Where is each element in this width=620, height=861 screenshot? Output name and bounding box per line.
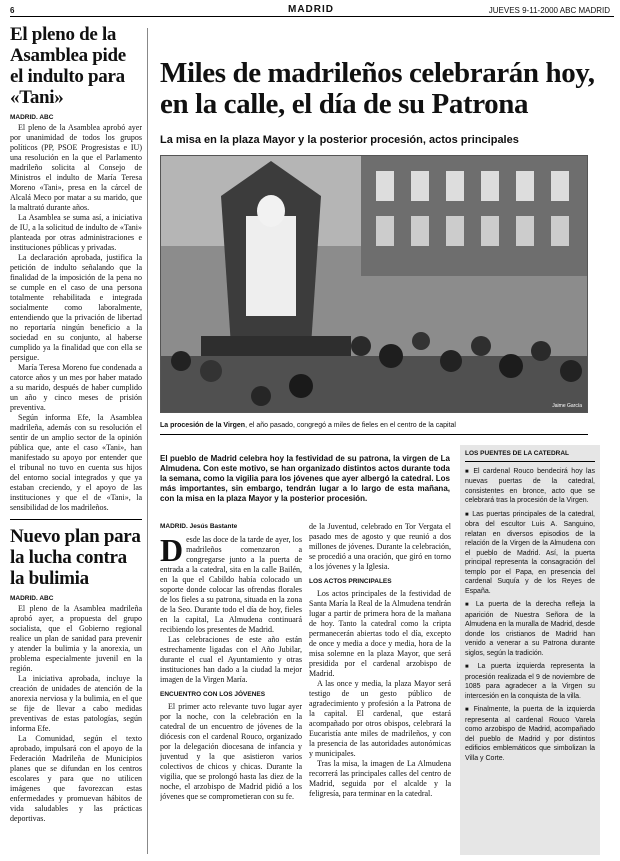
story1-headline: El pleno de la Asamblea pide el indulto para «Tani» — [10, 24, 126, 108]
story1-byline: MADRID. ABC — [10, 114, 54, 121]
procession-image — [161, 156, 588, 413]
photo-caption — [160, 421, 588, 430]
paragraph: María Teresa Moreno fue condenada a catorce años y un mes por haber matado a su marido, después de haber cumplido un año y cinco meses de prisión preventiva. — [10, 363, 142, 412]
header-rule — [10, 16, 614, 17]
paragraph: de la Juventud, celebrado en Tor Vergata el pasado mes de agosto y que reunió a dos millones de jóvenes. Durante la celebración, se procedió a una oración, que giró en torno a los jóvenes y la Iglesia. — [309, 522, 451, 571]
caption-rule — [160, 434, 588, 435]
main-byline: MADRID. Jesús Bastante — [160, 523, 238, 530]
main-column-2 — [309, 522, 451, 852]
paragraph: Las celebraciones de este año están estrechamente ligadas con el Año Jubilar, durante el cual el Ayuntamiento y otras instituciones han dado a la ciudad la mejor imagen de la Virgen María. — [160, 635, 302, 684]
column-divider — [147, 28, 148, 854]
story2-byline: MADRID. ABC — [10, 595, 54, 602]
sidebar-item: ■ El cardenal Rouco bendecirá hoy las nuevas puertas de la catedral, consistentes en bronce, acto que se celebrará tras la procesión de la Virgen. — [465, 467, 595, 506]
issue-date: JUEVES 9-11-2000 ABC MADRID — [488, 6, 610, 15]
subhead-encuentro: ENCUENTRO CON LOS JÓVENES — [160, 691, 266, 698]
paragraph: El primer acto relevante tuvo lugar ayer por la noche, con la celebración en la catedral de un encuentro de jóvenes de la diócesis con el cardenal Rouco, organizado por la delegación diocesana de infancia y juventud y la que asistieron varios colectivos de chicos y chicas. Durante la vigilia, que se prolongó hasta las diez de la noche, el arzobispo de Madrid pidió a los jóvenes que se comprometieran con su fe. — [160, 702, 302, 801]
paragraph: La Comunidad, según el texto aprobado, impulsará con el apoyo de la Federación Madrileña de Municipios planes que se difundan en los centros escolares y para que no utilicen imágenes que favorezcan estas enfermedades y promuevan hábitos de vida saludables y las prácticas deportivas. — [10, 734, 142, 823]
paragraph: La Asamblea se suma así, a iniciativa de IU, a la solicitud de indulto de «Tani» planteada por otras administraciones e instituciones públicas y privadas. — [10, 213, 142, 252]
subhead-actos: LOS ACTOS PRINCIPALES — [309, 578, 392, 585]
paragraph: Tras la misa, la imagen de La Almudena recorrerá las principales calles del centro de Madrid, seguida por el alcalde y la feligresía, para terminar en la catedral. — [309, 759, 451, 798]
caption-lead: La procesión de la Virgen — [160, 422, 246, 429]
sidebar-item: ■ La puerta izquierda representa la procesión realizada el 9 de noviembre de 1085 para agradecer a la Virgen su intercesión en la conquista de la villa. — [465, 662, 595, 701]
paragraph: La iniciativa aprobada, incluye la creación de unidades de atención de la anorexia nerviosa y la bulimia, en el que se fije de llevar a cabo medidas preventivas de estas patologías, según informa Efe. — [10, 674, 142, 733]
paragraph: Según informa Efe, la Asamblea madrileña, además con su resolución el sentir de un amplio sector de la opinión pública que, ante el caso «Tani», han manifestado su apoyo por entender que el tribunal no tuvo en cuenta sus hijos del entorno social integrados y que ya estaban creciendo, y el apoyo de las instituciones y que el de «Tani», la sensibilidad de los madrileños. — [10, 413, 142, 512]
story2-headline: Nuevo plan para la lucha contra la bulimia — [10, 526, 141, 589]
paragraph: Los actos principales de la festividad de Santa María la Real de la Almudena tendrán lugar a partir de primera hora de la mañana de hoy. Tanto la catedral como la cripta permanecerán abiertas todo el día, excepto de once y media a doce y media, hora de la misa solemne en la plaza Mayor, que será presidida por el cardenal arzobispo de Madrid. — [309, 589, 451, 678]
main-column-1 — [160, 522, 302, 852]
photo-credit: Jaime García — [552, 403, 582, 409]
procession-photo — [160, 155, 588, 413]
main-headline: Miles de madrileños celebrarán hoy, en la calle, el día de su Patrona — [160, 57, 595, 120]
story-divider — [10, 519, 142, 520]
sidebar-title: LOS PUENTES DE LA CATEDRAL — [465, 449, 595, 462]
sidebar-item: ■ La puerta de la derecha refleja la aparición de Nuestra Señora de la Almudena en la muralla de Madrid, desde donde los cristianos de Madrid han venido a venerar a su Patrona durante siglos, según la tradición. — [465, 600, 595, 658]
sidebar-item: ■ Las puertas principales de la catedral, obra del escultor Luis A. Sanguino, relatan en diversos episodios de la relación de la Virgen de la Almudena con el pueblo de Madrid. Así, la puerta principal representa la consagración del templo por el Papa, en presencia del cardenal Suquía y de los Reyes de España. — [465, 510, 595, 597]
paragraph: esde las doce de la tarde de ayer, los madrileños comenzaron a congregarse junto a la puerta de entrada a la catedral, sita en la calle Bailén, en la que el Cabildo había colocado un soporte donde colocar las ofrendas florales de los fieles a su patrona, situada en la zona de la Seo. Durante todo el día de hoy, fieles en la capital, La Almudena continuará recibiendo los presentes de Madrid. — [160, 535, 302, 634]
paragraph: El pleno de la Asamblea aprobó ayer por unanimidad de todos los grupos políticos (PP, PSOE Progresistas e IU) una resolución en la que el Parlamento madrileño solicita al Consejo de Ministros el indulto de María Teresa Moreno «Tani», presa en la cárcel de Alcalá Meco por matar a su marido, que la maltrató durante años. — [10, 123, 142, 212]
story2-body — [10, 604, 142, 824]
page-header — [10, 4, 614, 18]
left-column — [10, 24, 142, 854]
caption-text: , el año pasado, congregó a miles de fieles en el centro de la capital — [245, 422, 456, 429]
paragraph: A las once y media, la plaza Mayor será testigo de un gesto público de agradecimiento y profesión a la Patrona de la capital. El cardenal, que estará acompañado por otros obispos, celebrará la Eucaristía ante miles de madrileños, y con la presencia de las autoridades autonómicas y municipales. — [309, 679, 451, 758]
section-title: MADRID — [288, 4, 334, 15]
drop-cap: D — [160, 532, 184, 568]
page-number: 6 — [10, 6, 15, 15]
paragraph: La declaración aprobada, justifica la petición de indulto señalando que la finalidad de la imposición de la pena no se cumple en el caso de una persona totalmente rehabilitada e integrada socialmente como laboralmente, entendiendo que la privación de libertad no reportaría ningún beneficio a la sociedad en su conjunto, al haberse cumplido ya la finalidad que con ella se persigue. — [10, 253, 142, 362]
sidebar-box — [460, 445, 600, 855]
lead-paragraph: El pueblo de Madrid celebra hoy la festividad de su patrona, la virgen de La Almudena. Con este motivo, se han organizado distintos actos durante toda la semana, como la vigilia para los jóvenes que ayer albergó la catedral. Los más importantes, sin embargo, tendrán lugar a lo largo de esta mañana, con la misa en la plaza Mayor y la posterior procesión. — [160, 454, 450, 503]
paragraph: El pleno de la Asamblea madrileña aprobó ayer, a propuesta del grupo socialista, que el Gobierno regional realice un plan de sanidad para prevenir y atender la bulimia y la anorexia, un problema especialmente juvenil en la región. — [10, 604, 142, 673]
sidebar-item: ■ Finalmente, la puerta de la izquierda representa al cardenal Rouco Varela como arzobispo de Madrid, acompañado del pueblo de Madrid y por distintos edificios emblemáticos que simbolizan la Villa y Corte. — [465, 705, 595, 763]
main-subheadline: La misa en la plaza Mayor y la posterior procesión, actos principales — [160, 134, 519, 146]
story1-body — [10, 123, 142, 513]
